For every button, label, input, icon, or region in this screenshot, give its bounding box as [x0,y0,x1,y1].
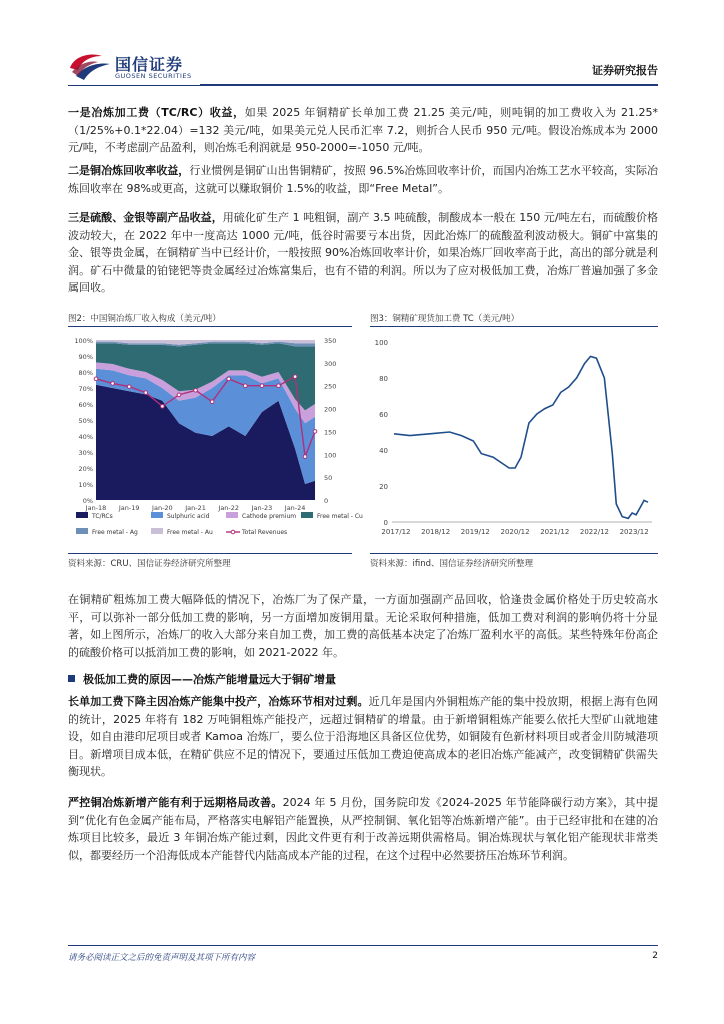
x-tick-label: Jan-24 [284,504,306,512]
fig3-chart [370,332,658,544]
fig2-bottom-rule [68,553,352,554]
section-heading [68,671,336,687]
total-revenue-point [293,375,297,379]
legend-swatch [76,512,88,518]
y-left-tick-label: 20% [78,465,93,473]
legend-swatch [226,512,238,518]
total-revenue-point [94,377,98,381]
paragraph-lead: 长单加工费下降主因冶炼产能集中投产，冶炼环节相对过剩。 [68,695,369,708]
y-tick-label: 100 [374,339,388,347]
y-tick-label: 20 [379,483,388,491]
total-revenue-point [313,430,317,434]
paragraph-lead: 严控铜冶炼新增产能有利于远期格局改善。 [68,796,283,809]
legend-swatch [151,512,163,518]
y-left-tick-label: 0% [82,497,93,505]
total-revenue-point [177,393,181,397]
y-right-tick-label: 100 [324,451,337,460]
paragraph-body: 2024 年 5 月份，国务院印发《2024-2025 年节能降碳行动方案》，其中提到“优化有色金属产能布局，严格落实电解铝产能置换，从严控制铜、氧化铝等冶炼新增产能”。由于已经审批和在建的冶炼项目比较多，最近 3 年铜冶炼产能过剩，因此文件更有利于改善远期供需格局。铜冶炼现状与氧化铝产能现状非常类似，都要经历一个沿海低成本产能替代内陆高成本产能的过程，在这个过程中必然要挤压冶炼环节利润。 [68,796,659,862]
x-tick-label: Jan-18 [85,504,107,512]
tc-line [394,356,648,518]
total-revenue-point [127,385,131,389]
header-divider-thick [200,84,658,86]
paragraph-policy [68,794,658,864]
total-revenue-point [303,455,307,459]
y-right-tick-label: 150 [324,428,337,437]
y-right-tick-label: 200 [324,405,337,414]
total-revenue-point [277,384,281,388]
paragraph-lead: 二是铜冶炼回收率收益， [68,164,190,177]
y-right-tick-label: 0 [324,497,329,505]
fig3-title: 图3：铜精矿现货加工费 TC（美元/吨） [370,314,520,324]
y-tick-label: 80 [379,375,388,383]
paragraph-overcapacity [68,693,658,781]
x-tick-label: Jan-19 [118,504,140,512]
y-left-tick-label: 50% [78,417,93,425]
total-revenue-point [210,400,214,404]
total-revenue-point [227,377,231,381]
paragraph-body: 如果 2025 年铜精矿长单加工费 21.25 美元/吨，则吨铜的加工费收入为 21.25*（1/25%+0.1*22.04）=132 美元/吨，如果美元兑人民币汇率 7.2，则折合人民币 950 元/吨。假设冶炼成本为 2000 元/吨，不考虑副产品盈利，则冶炼毛利润就是 950-2000=-1050 元/吨。 [68,106,658,154]
legend-swatch [151,528,163,534]
total-revenue-point [161,404,165,408]
legend-label: Free metal - Ag [92,529,138,536]
legend-label: TC/RCs [92,513,113,520]
logo-text-en: GUOSEN SECURITIES [115,72,192,80]
x-tick-label: 2022/12 [579,528,609,536]
y-tick-label: 60 [379,411,388,419]
x-tick-label: 2020/12 [500,528,530,536]
logo-text-cn: 国信证券 [115,55,184,74]
total-revenue-point [144,391,148,395]
y-tick-label: 0 [383,519,388,527]
page-header [68,50,658,86]
x-tick-label: Jan-23 [251,504,273,512]
section-heading-text: 极低加工费的原因——冶炼产能增量远大于铜矿增量 [83,673,336,686]
paragraph-lead: 三是硫酸、金银等副产品收益， [68,211,223,224]
fig2-top-rule [68,326,352,327]
y-right-tick-label: 50 [324,474,333,483]
section-bullet-icon [68,675,75,682]
fig3-bottom-rule [370,553,658,554]
fig2-source: 资料来源：CRU、国信证券经济研究所整理 [68,559,231,569]
y-left-tick-label: 10% [78,481,93,489]
legend-label: Free metal - Au [167,529,213,536]
fig2-chart [68,330,363,550]
footer-disclaimer: 请务必阅读正文之后的免责声明及其项下所有内容 [68,953,256,963]
paragraph-body: 用硫化矿生产 1 吨粗铜，副产 3.5 吨硫酸，制酸成本一般在 150 元/吨左右，而硫酸价格波动较大，在 2022 年中一度高达 1000 元/吨，低谷时需要亏本出货，因此冶炼厂的硫酸盈利波动极大。铜矿中富集的金、银等贵金属，在铜精矿当中已经计价，一般按照 90%冶炼回收率计价，如果冶炼厂回收率高于此，高出的部分就是利润。矿石中微量的铂铑钯等贵金属经过冶炼富集后，也有不错的利润。所以为了应对极低加工费，冶炼厂普遍加强了多金属回收。 [68,211,659,294]
paragraph-tcrc [68,104,658,157]
paragraph-analysis: 在铜精矿粗炼加工费大幅降低的情况下，冶炼厂为了保产量，一方面加强副产品回收，恰逢贵金属价格处于历史较高水平，可以弥补一部分低加工费的影响，另一方面增加废铜用量。无论采取何种措施，低加工费对利润的影响仍将十分显著，如上图所示，冶炼厂的收入大部分来自加工费，加工费的高低基本决定了冶炼厂盈利水平的高低。某些特殊年份高企的硫酸价格可以抵消加工费的影响，如 2021-2022 年。 [68,593,658,659]
x-tick-label: 2019/12 [460,528,490,536]
x-tick-label: 2018/12 [421,528,451,536]
y-right-tick-label: 300 [324,359,337,368]
paragraph-lead: 一是冶炼加工费（TC/RC）收益， [68,106,245,119]
y-tick-label: 40 [379,447,388,455]
legend-marker [231,530,235,534]
y-right-tick-label: 350 [324,337,337,345]
guosen-logo-icon [68,50,112,82]
x-tick-label: Jan-21 [185,504,206,512]
x-tick-label: Jan-22 [218,504,240,512]
paragraph-body: 近几年是国内外铜粗炼产能的集中投放期，根据上海有色网的统计，2025 年将有 182 万吨铜粗炼产能投产，远超过铜精矿的增量。由于新增铜粗炼产能要么依托大型矿山就地建设，如自由港印尼项目或者 Kamoa 冶炼厂，要么位于沿海地区具备区位优势，如铜陵有色新材料项目或者金川防城港项目。新增项目成本低，在精矿供应不足的情况下，要通过压低加工费迫使高成本的老旧冶炼产能减产，改变铜精矿供需失衡现状。 [68,695,659,778]
total-revenue-point [260,384,264,388]
y-right-tick-label: 250 [324,382,337,391]
y-left-tick-label: 90% [78,353,93,361]
y-left-tick-label: 100% [74,337,93,345]
x-tick-label: 2021/12 [540,528,570,536]
y-left-tick-label: 80% [78,369,93,377]
y-left-tick-label: 30% [78,449,93,457]
total-revenue-point [244,384,248,388]
paragraph-recovery [68,162,658,197]
legend-label: Total Revenues [242,529,288,536]
y-left-tick-label: 40% [78,433,93,441]
doc-type-label: 证券研究报告 [592,64,658,77]
total-revenue-point [111,382,115,386]
legend-label: Sulphuric acid [167,513,210,520]
legend-swatch [301,512,313,518]
y-left-tick-label: 60% [78,401,93,409]
fig2-title: 图2：中国铜冶炼厂收入构成（美元/吨） [68,314,221,324]
legend-swatch [76,528,88,534]
x-tick-label: Jan-20 [152,504,173,512]
x-tick-label: 2023/12 [619,528,649,536]
footer-divider [68,945,658,946]
y-left-tick-label: 70% [78,385,93,393]
paragraph-body: 行业惯例是铜矿山出售铜精矿，按照 96.5%冶炼回收率计价，而国内冶炼工艺水平较高，实际冶炼回收率在 98%或更高，这就可以赚取铜价 1.5%的收益，即“Free Metal”。 [68,164,658,195]
paragraph-byproducts [68,209,658,297]
total-revenue-point [194,388,198,392]
legend-label: Cathode premium [242,513,297,520]
x-tick-label: 2017/12 [381,528,411,536]
fig3-source: 资料来源：ifind、国信证券经济研究所整理 [370,559,534,569]
page-number: 2 [652,951,658,961]
fig3-top-rule [370,326,658,327]
legend-label: Free metal - Cu [317,513,363,520]
